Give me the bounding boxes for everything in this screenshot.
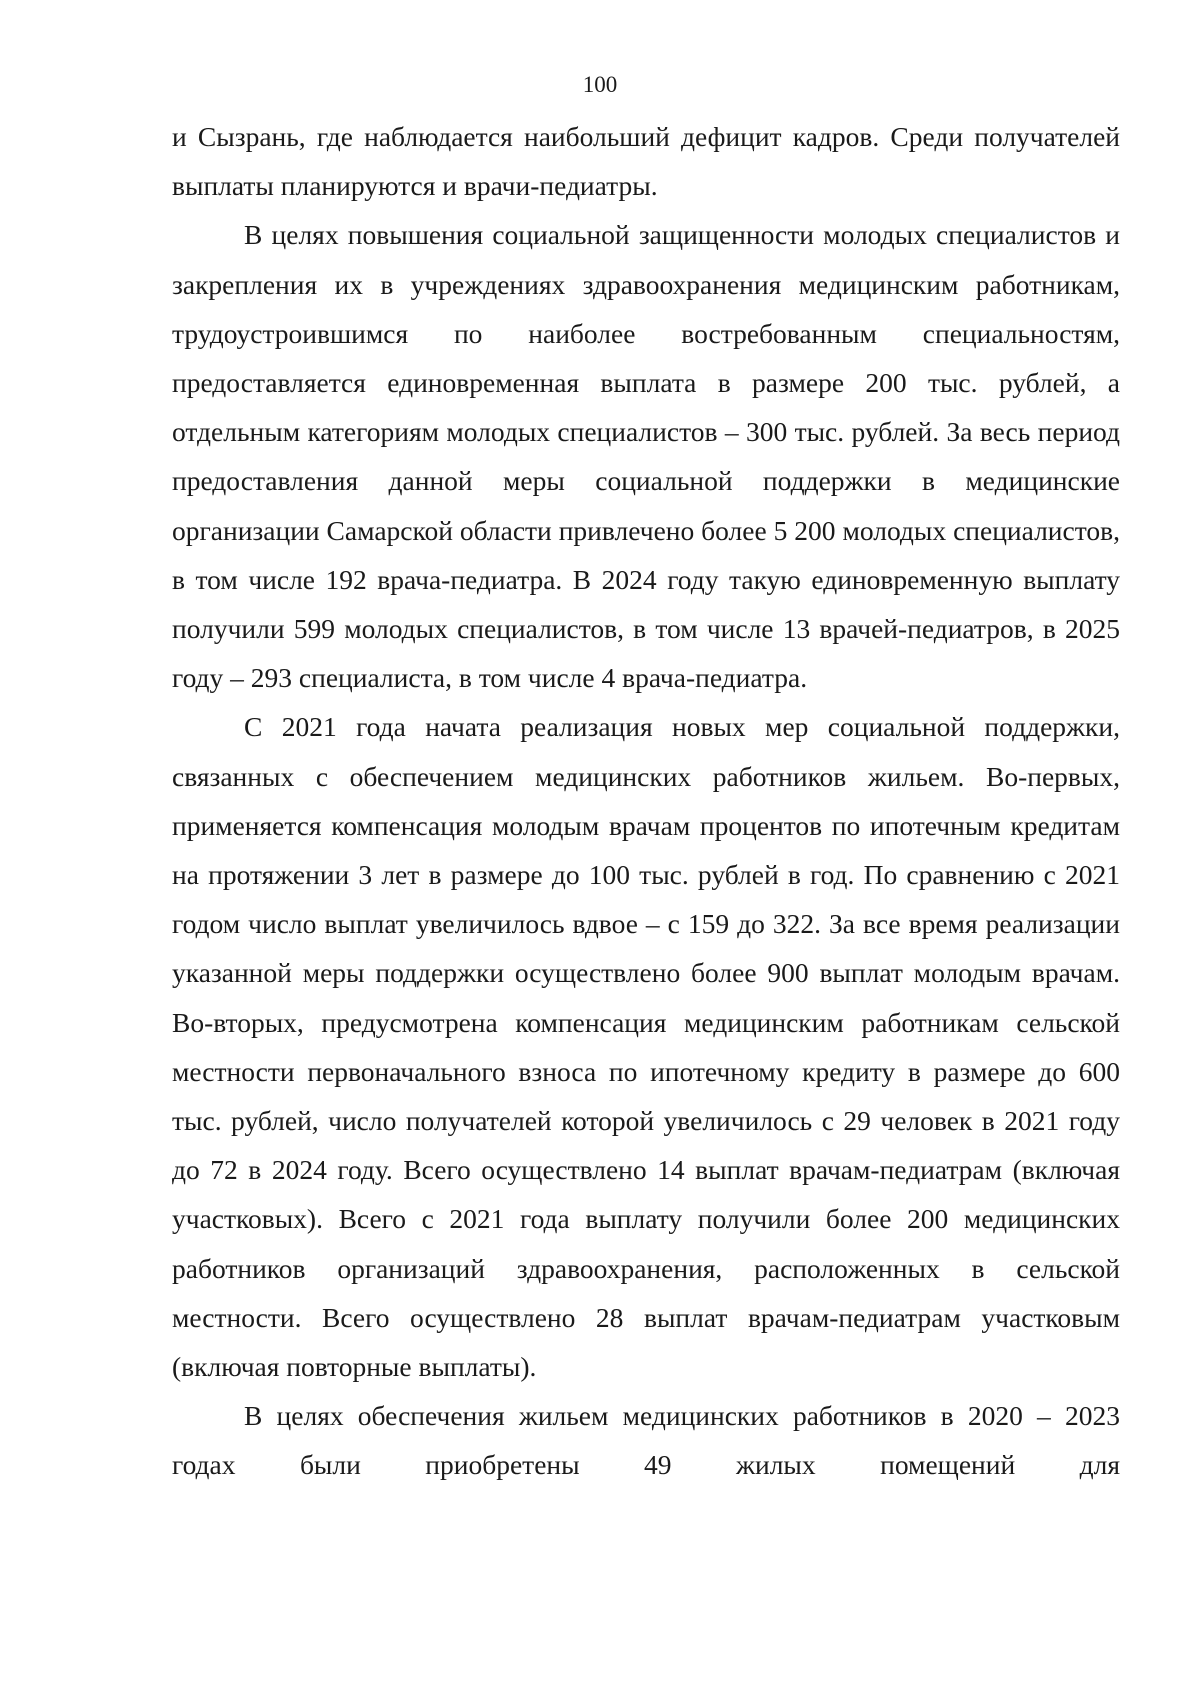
document-body — [172, 112, 1120, 1490]
page-number: 100 — [582, 72, 618, 97]
paragraph-young-specialists-payment: В целях повышения социальной защищенности молодых специалистов и закрепления их в учреждениях здравоохранения медицинским работникам, трудоустроившимся по наиболее востребованным специальностям, предоставляется единовременная выплата в размере 200 тыс. рублей, а отдельным категориям молодых специалистов – 300 тыс. рублей. За весь период предоставления данной меры социальной поддержки в медицинские организации Самарской области привлечено более 5 200 молодых специалистов, в том числе 192 врача-педиатра. В 2024 году такую единовременную выплату получили 599 молодых специалистов, в том числе 13 врачей-педиатров, в 2025 году – 293 специалиста, в том числе 4 врача-педиатра. — [172, 219, 1120, 694]
paragraph-continuation: и Сызрань, где наблюдается наибольший дефицит кадров. Среди получателей выплаты планируются и врачи-педиатры. — [172, 121, 1120, 202]
paragraph-housing-support: С 2021 года начата реализация новых мер социальной поддержки, связанных с обеспечением медицинских работников жильем. Во-первых, применяется компенсация молодым врачам процентов по ипотечным кредитам на протяжении 3 лет в размере до 100 тыс. рублей в год. По сравнению с 2021 годом число выплат увеличилось вдвое – с 159 до 322. За все время реализации указанной меры поддержки осуществлено более 900 выплат молодым врачам. Во-вторых, предусмотрена компенсация медицинским работникам сельской местности первоначального взноса по ипотечному кредиту в размере до 600 тыс. рублей, число получателей которой увеличилось с 29 человек в 2021 году до 72 в 2024 году. Всего осуществлено 14 выплат врачам-педиатрам (включая участковых). Всего с 2021 года выплату получили более 200 медицинских работников организаций здравоохранения, расположенных в сельской местности. Всего осуществлено 28 выплат врачам-педиатрам участковым (включая повторные выплаты). — [172, 711, 1120, 1383]
paragraph-housing-purchase: В целях обеспечения жильем медицинских работников в 2020 – 2023 годах были приобретены 49 жилых помещений для — [172, 1400, 1120, 1481]
